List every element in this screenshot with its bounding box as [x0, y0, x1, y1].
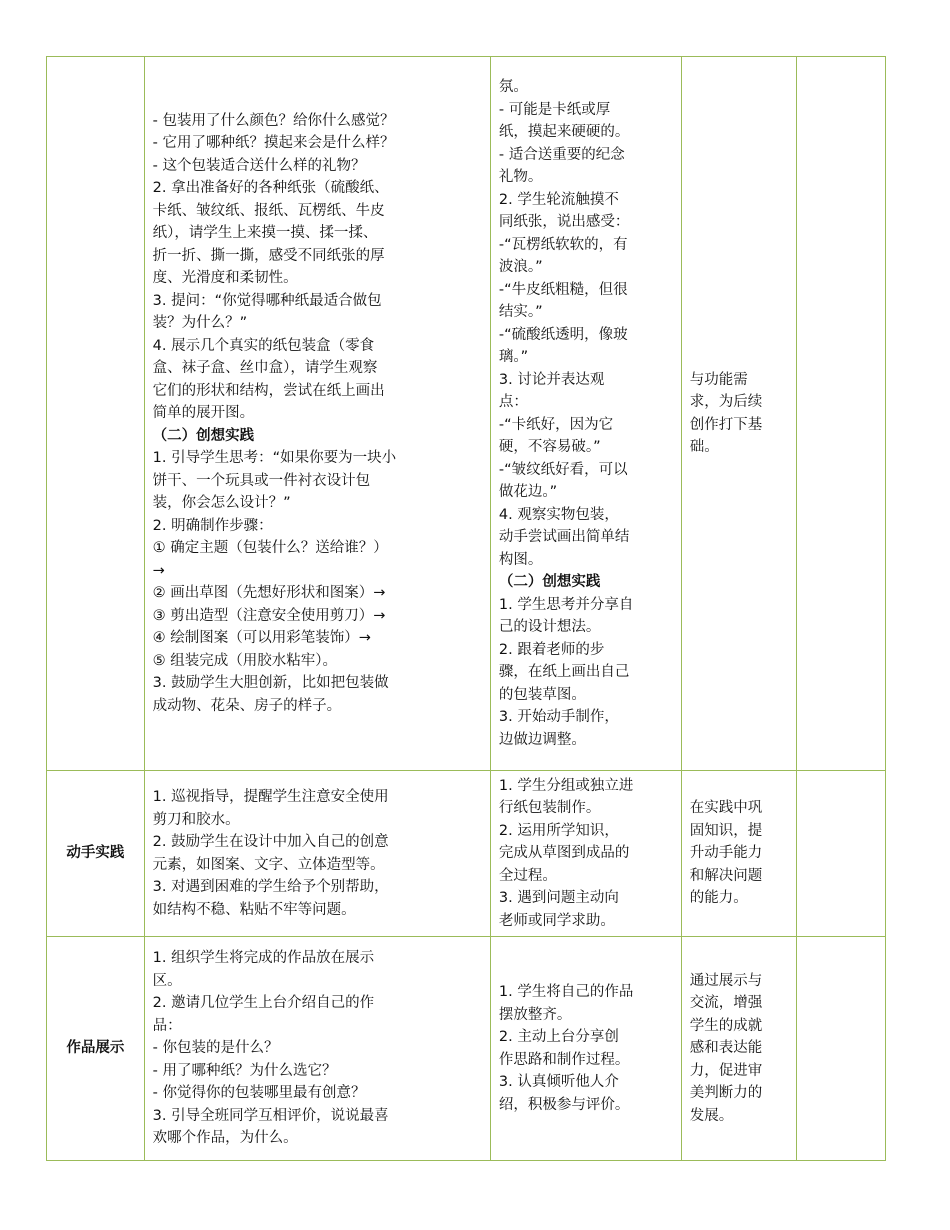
- cell-line: 装，你会怎么设计？”: [152, 495, 291, 512]
- cell-line: 1. 引导学生思考：“如果你要为一块小: [152, 450, 397, 467]
- cell-line: 2. 跟着老师的步: [498, 641, 605, 658]
- cell-line: 边做边调整。: [498, 731, 586, 748]
- cell-line: 2. 运用所学知识，: [498, 822, 619, 839]
- cell-line: 全过程。: [498, 867, 557, 884]
- teacher-activity-cell: [144, 57, 490, 771]
- cell-line: 4. 观察实物包装，: [498, 506, 619, 523]
- design-intent-cell: [681, 57, 796, 771]
- cell-line: - 用了哪种纸？为什么选它？: [152, 1062, 337, 1079]
- cell-line: 创作打下基: [689, 416, 763, 433]
- cell-line: 如结构不稳、粘贴不牢等问题。: [152, 901, 356, 918]
- cell-line: 1. 组织学生将完成的作品放在展示: [152, 950, 375, 967]
- cell-line: 它们的形状和结构，尝试在纸上画出: [152, 382, 385, 399]
- cell-line: 3. 引导全班同学互相评价，说说最喜: [152, 1107, 389, 1124]
- cell-line: 固知识，提: [689, 822, 763, 839]
- cell-line: 力，促进审: [689, 1062, 763, 1079]
- stage-cell: 作品展示: [47, 937, 145, 1161]
- note-cell: [797, 771, 886, 937]
- cell-line: 础。: [689, 439, 719, 455]
- cell-line: （二）创想实践: [498, 573, 601, 590]
- cell-line: 和解决问题: [689, 867, 763, 884]
- cell-line: 纸，摸起来硬硬的。: [498, 124, 630, 140]
- cell-line: 区。: [152, 972, 182, 989]
- cell-line: ④ 绘制图案（可以用彩笔装饰）→: [152, 630, 371, 647]
- lesson-plan-table: [46, 56, 886, 1161]
- student-activity-cell: [490, 57, 681, 771]
- cell-line: 品：: [152, 1017, 182, 1034]
- table-row: [47, 57, 886, 771]
- cell-line: 摆放整齐。: [498, 1006, 572, 1023]
- cell-line: 构图。: [498, 551, 543, 568]
- cell-line: 在实践中巩: [689, 800, 763, 817]
- cell-line: 1. 学生思考并分享自: [498, 596, 634, 613]
- cell-line: 求，为后续: [689, 394, 763, 410]
- cell-line: 结实。”: [498, 304, 543, 320]
- cell-line: 3. 提问：“你觉得哪种纸最适合做包: [152, 292, 382, 309]
- cell-line: 美判断力的: [689, 1085, 763, 1102]
- cell-line: 做花边。”: [498, 484, 558, 500]
- cell-line: 1. 巡视指导，提醒学生注意安全使用: [152, 789, 389, 805]
- cell-line: - 包装用了什么颜色？给你什么感觉？: [152, 112, 395, 129]
- cell-line: 礼物。: [498, 169, 543, 185]
- cell-line: 璃。”: [498, 349, 529, 365]
- cell-line: 点：: [498, 394, 528, 410]
- teacher-activity-cell: [144, 771, 490, 937]
- cell-line: - 你觉得你的包装哪里最有创意？: [152, 1085, 366, 1102]
- stage-cell: 动手实践: [47, 771, 145, 937]
- note-cell: [797, 57, 886, 771]
- cell-line: 绍，积极参与评价。: [498, 1096, 630, 1113]
- cell-line: - 可能是卡纸或厚: [498, 101, 611, 118]
- student-activity-cell: [490, 937, 681, 1161]
- cell-line: ① 确定主题（包装什么？送给谁？）: [152, 540, 388, 557]
- cell-line: 氛。: [498, 79, 528, 95]
- cell-line: - 你包装的是什么？: [152, 1040, 279, 1057]
- cell-line: 升动手能力: [689, 845, 763, 862]
- table-row: [47, 937, 886, 1161]
- cell-line: 交流，增强: [689, 995, 763, 1012]
- cell-line: -“卡纸好，因为它: [498, 416, 614, 433]
- design-intent-cell: [681, 771, 796, 937]
- cell-line: ③ 剪出造型（注意安全使用剪刀）→: [152, 607, 386, 624]
- cell-line: 折一折、撕一撕，感受不同纸张的厚: [152, 247, 385, 264]
- student-activity-cell: [490, 771, 681, 937]
- cell-line: →: [152, 562, 165, 579]
- cell-line: 2. 邀请几位学生上台介绍自己的作: [152, 995, 375, 1012]
- cell-line: 硬，不容易破。”: [498, 439, 601, 455]
- cell-line: 3. 讨论并表达观: [498, 371, 605, 388]
- cell-line: 饼干、一个玩具或一件衬衣设计包: [152, 472, 371, 489]
- cell-line: 的能力。: [689, 890, 748, 907]
- cell-line: 作思路和制作过程。: [498, 1051, 630, 1068]
- cell-line: ⑤ 组装完成（用胶水粘牢）。: [152, 652, 338, 669]
- cell-line: 简单的展开图。: [152, 405, 255, 422]
- cell-line: 1. 学生将自己的作品: [498, 984, 634, 1000]
- cell-line: 4. 展示几个真实的纸包装盒（零食: [152, 337, 375, 354]
- cell-line: 盒、袜子盒、丝巾盒），请学生观察: [152, 360, 378, 377]
- cell-line: 元素，如图案、文字、立体造型等。: [152, 856, 385, 873]
- cell-line: 3. 开始动手制作，: [498, 709, 619, 725]
- cell-line: 成动物、花朵、房子的样子。: [152, 697, 342, 714]
- cell-line: 感和表达能: [689, 1040, 763, 1057]
- cell-line: -“瓦楞纸软软的，有: [498, 236, 628, 253]
- cell-line: 老师或同学求助。: [498, 912, 615, 929]
- cell-line: 度、光滑度和柔韧性。: [152, 270, 298, 287]
- table-row: [47, 771, 886, 937]
- cell-line: 装？为什么？”: [152, 315, 248, 332]
- cell-line: 1. 学生分组或独立进: [498, 777, 634, 794]
- cell-line: （二）创想实践: [152, 426, 255, 444]
- cell-line: 2. 鼓励学生在设计中加入自己的创意: [152, 834, 389, 850]
- cell-line: 同纸张，说出感受：: [498, 214, 630, 230]
- cell-line: 3. 遇到问题主动向: [498, 890, 619, 907]
- cell-line: 的包装草图。: [498, 686, 586, 703]
- cell-line: ② 画出草图（先想好形状和图案）→: [152, 585, 386, 602]
- cell-line: 骤，在纸上画出自己: [498, 664, 630, 680]
- cell-line: 学生的成就: [689, 1017, 763, 1034]
- cell-line: 卡纸、皱纹纸、报纸、瓦楞纸、牛皮: [152, 202, 385, 219]
- cell-line: 3. 对遇到困难的学生给予个别帮助，: [152, 879, 389, 895]
- cell-line: -“皱纹纸好看，可以: [498, 461, 628, 478]
- cell-line: 欢哪个作品，为什么。: [152, 1130, 298, 1147]
- table-body: [47, 57, 886, 1161]
- cell-line: -“硫酸纸透明，像玻: [498, 326, 628, 343]
- cell-line: 3. 认真倾听他人介: [498, 1074, 619, 1090]
- cell-line: 纸），请学生上来摸一摸、揉一揉、: [152, 225, 378, 242]
- cell-line: 动手尝试画出简单结: [498, 529, 630, 545]
- design-intent-cell: [681, 937, 796, 1161]
- cell-line: 通过展示与: [689, 972, 763, 989]
- cell-line: - 它用了哪种纸？摸起来会是什么样？: [152, 135, 395, 152]
- cell-line: 剪刀和胶水。: [152, 811, 240, 828]
- cell-line: 完成从草图到成品的: [498, 845, 630, 862]
- stage-cell: [47, 57, 145, 771]
- cell-line: 2. 主动上台分享创: [498, 1029, 619, 1045]
- cell-line: 行纸包装制作。: [498, 800, 601, 817]
- note-cell: [797, 937, 886, 1161]
- cell-line: - 适合送重要的纪念: [498, 146, 625, 163]
- cell-line: 与功能需: [689, 371, 748, 388]
- cell-line: 3. 鼓励学生大胆创新，比如把包装做: [152, 675, 389, 692]
- cell-line: 2. 学生轮流触摸不: [498, 191, 619, 208]
- cell-line: 2. 明确制作步骤：: [152, 517, 273, 534]
- teacher-activity-cell: [144, 937, 490, 1161]
- cell-line: -“牛皮纸粗糙，但很: [498, 281, 628, 298]
- cell-line: 己的设计想法。: [498, 619, 601, 635]
- cell-line: 波浪。”: [498, 259, 543, 275]
- cell-line: 2. 拿出准备好的各种纸张（硫酸纸、: [152, 180, 389, 197]
- cell-line: 发展。: [689, 1107, 734, 1124]
- cell-line: - 这个包装适合送什么样的礼物？: [152, 157, 366, 174]
